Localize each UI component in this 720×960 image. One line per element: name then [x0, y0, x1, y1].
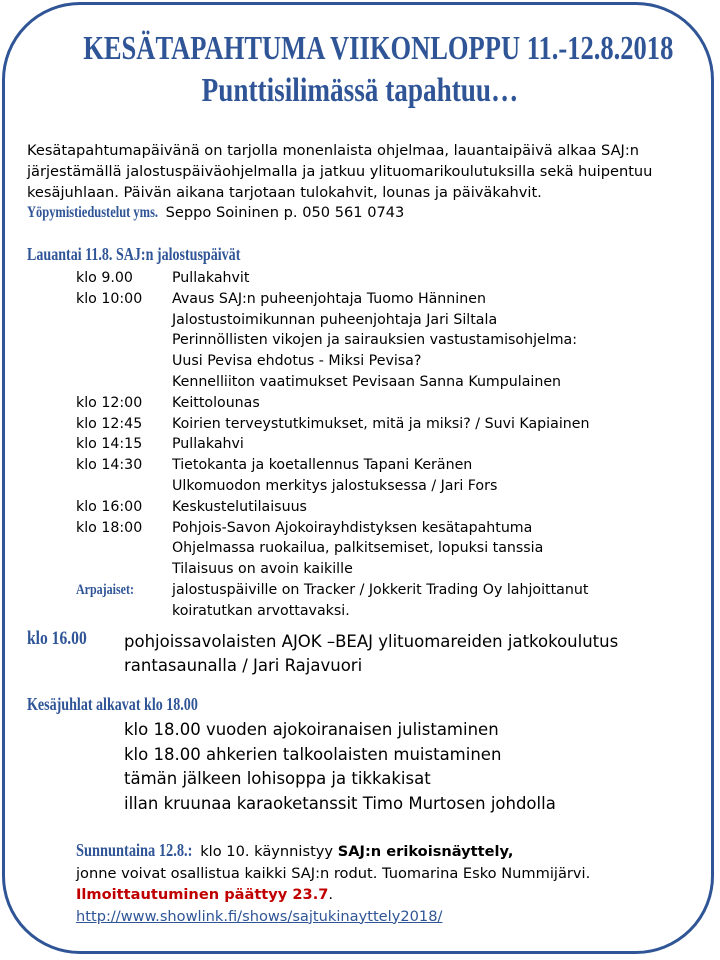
- schedule-desc: Ulkomuodon merkitys jalostuksessa / Jari Fors: [172, 477, 498, 494]
- schedule-desc: Jalostustoimikunnan puheenjohtaja Jari Siltala: [172, 311, 498, 328]
- schedule-desc: Uusi Pevisa ehdotus - Miksi Pevisa?: [172, 353, 422, 370]
- schedule-time: klo 16:00: [76, 498, 143, 515]
- schedule-time: klo 18:00: [76, 519, 143, 536]
- intro-line: Kesätapahtumapäivänä on tarjolla monenlaista ohjelmaa, lauantaipäivä alkaa SAJ:n: [27, 142, 640, 159]
- schedule-time: klo 14:15: [76, 436, 143, 453]
- sunday-show-name: SAJ:n erikoisnäyttely,: [337, 843, 514, 860]
- sunday-text: klo 10. käynnistyy: [200, 843, 334, 860]
- accommodation-label: Yöpymistiedustelut yms.: [27, 204, 159, 221]
- registration-line: [76, 884, 590, 906]
- party-item: tämän jälkeen lohisoppa ja tikkakisat: [124, 769, 431, 788]
- page-subtitle: Punttisilimässä tapahtuu…: [201, 72, 519, 109]
- lottery-label: Arpajaiset:: [76, 581, 134, 598]
- schedule-desc: Avaus SAJ:n puheenjohtaja Tuomo Hänninen: [172, 290, 486, 307]
- lottery-desc: koiratutkan arvottavaksi.: [172, 602, 350, 619]
- schedule-time: klo 12:45: [76, 415, 143, 432]
- schedule-time: klo 14:30: [76, 457, 143, 474]
- party-item: klo 18.00 ahkerien talkoolaisten muistaminen: [124, 744, 502, 764]
- schedule-desc: Tietokanta ja koetallennus Tapani Keränen: [172, 457, 473, 474]
- schedule-desc: Pohjois-Savon Ajokoirayhdistyksen kesätapahtuma: [172, 519, 533, 536]
- party-program: [124, 718, 556, 816]
- intro-paragraph: [27, 140, 697, 203]
- lottery-desc: jalostuspäiville on Tracker / Jokkerit Trading Oy lahjoittanut: [172, 581, 589, 598]
- party-heading: Kesäjuhlat alkavat klo 18.00: [27, 694, 198, 714]
- sunday-details: jonne voivat osallistua kaikki SAJ:n rodut. Tuomarina Esko Nummijärvi.: [76, 864, 591, 882]
- schedule-desc: Pullakahvit: [172, 270, 250, 286]
- training-description: [124, 630, 618, 678]
- schedule-desc: Keskustelutilaisuus: [172, 498, 307, 515]
- page-title: KESÄTAPAHTUMA VIIKONLOPPU 11.-12.8.2018: [83, 30, 674, 67]
- schedule-desc: Koirien terveystutkimukset, mitä ja miksi? / Suvi Kapiainen: [172, 415, 590, 432]
- intro-line: järjestämällä jalostuspäiväohjelmalla ja jatkuu ylituomarikoulutuksilla sekä huipentuu: [27, 163, 653, 180]
- training-line: pohjoissavolaisten AJOK –BEAJ ylituomareiden jatkokoulutus: [124, 632, 619, 651]
- sunday-label: Sunnuntaina 12.8.:: [76, 840, 193, 860]
- schedule-desc: Keittolounas: [172, 394, 260, 411]
- accommodation-contact: Seppo Soininen p. 050 561 0743: [165, 204, 405, 221]
- accommodation-info: [27, 204, 404, 226]
- schedule-desc: Pullakahvi: [172, 436, 244, 453]
- schedule-time: klo 10:00: [76, 290, 143, 307]
- schedule-desc: Perinnöllisten vikojen ja sairauksien vastustamisohjelma:: [172, 332, 578, 349]
- sunday-section: [76, 840, 590, 927]
- registration-period: .: [328, 886, 334, 903]
- saturday-heading: Lauantai 11.8. SAJ:n jalostuspäivät: [27, 244, 241, 264]
- schedule-desc: Ohjelmassa ruokailua, palkitsemiset, lopuksi tanssia: [172, 540, 544, 557]
- party-item: illan kruunaa karaoketanssit Timo Murtosen johdolla: [124, 793, 556, 813]
- training-time-label: klo 16.00: [27, 628, 87, 649]
- schedule-time: klo 9.00: [76, 270, 133, 286]
- schedule-desc: Tilaisuus on avoin kaikille: [172, 561, 353, 578]
- schedule-desc: Kennelliiton vaatimukset Pevisaan Sanna Kumpulainen: [172, 373, 562, 390]
- schedule-time: klo 12:00: [76, 394, 143, 411]
- registration-deadline: Ilmoittautuminen päättyy 23.7: [76, 886, 329, 903]
- sunday-line: [76, 840, 590, 863]
- show-link[interactable]: http://www.showlink.fi/shows/sajtukinayttely2018/: [76, 907, 443, 925]
- training-line: rantasaunalla / Jari Rajavuori: [124, 656, 363, 675]
- intro-line: kesäjuhlaan. Päivän aikana tarjotaan tulokahvit, lounas ja päiväkahvit.: [27, 184, 542, 201]
- party-item: klo 18.00 vuoden ajokoiranaisen julistaminen: [124, 720, 499, 739]
